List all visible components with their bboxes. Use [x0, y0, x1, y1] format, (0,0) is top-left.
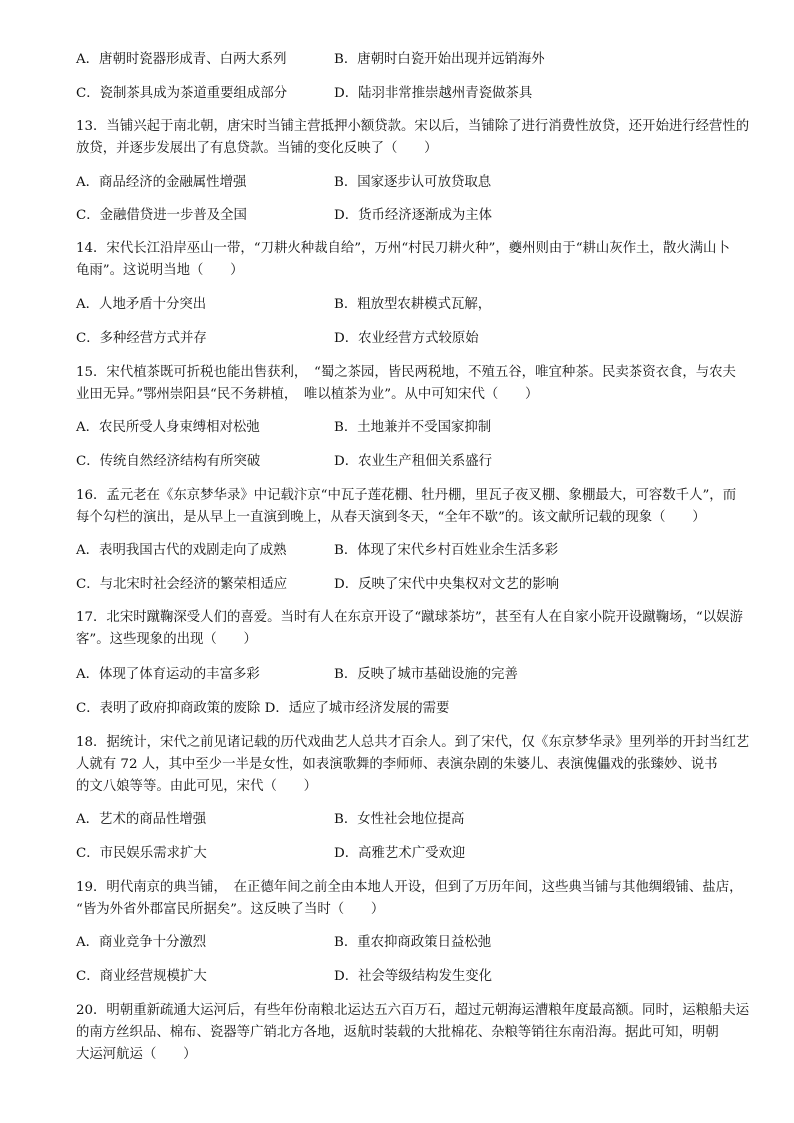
question-13-stem-line1: 13．当铺兴起于南北朝，唐宋时当铺主营抵押小额贷款。宋以后，当铺除了进行消费性放贷，还开始进行经营性的 — [76, 119, 750, 134]
question-13-option-b: B．国家逐步认可放贷取息 — [334, 175, 492, 190]
question-18-option-b: B．女性社会地位提高 — [334, 812, 465, 827]
question-17-option-a: A．体现了体育运动的丰富多彩 — [76, 667, 260, 682]
question-19-stem-line2: “皆为外省外郡富民所据矣”。这反映了当时（ ） — [76, 902, 385, 917]
question-17-option-cd: C．表明了政府抑商政策的废除 D．适应了城市经济发展的需要 — [76, 701, 450, 716]
question-16-option-c: C．与北宋时社会经济的繁荣相适应 — [76, 577, 288, 592]
question-18-stem-line2: 人就有 72 人，其中至少一半是女性，如表演歌舞的李师师、表演杂剧的朱婆儿、表演傀儡戏的张臻妙、说书 — [76, 757, 718, 772]
prev-option-b: B．唐朝时白瓷开始出现并远销海外 — [334, 52, 545, 67]
question-15-stem-line2: 业田无异。”鄂州崇阳县“民不务耕植， 唯以植茶为业”。从中可知宋代（ ） — [76, 387, 539, 402]
question-19-option-d: D．社会等级结构发生变化 — [334, 969, 493, 984]
question-14-stem-line2: 龟雨”。这说明当地（ ） — [76, 263, 244, 278]
question-18-stem-line1: 18．据统计，宋代之前见诸记载的历代戏曲艺人总共才百余人。到了宋代，仅《东京梦华录》里列举的开封当红艺 — [76, 735, 750, 750]
question-13-option-c: C．金融借贷进一步普及全国 — [76, 208, 247, 223]
question-14-stem-line1: 14．宋代长江沿岸巫山一带，“刀耕火种裁自给”，万州“村民刀耕火种”，夔州则由于“耕山灰作土，散火满山卜 — [76, 241, 730, 256]
question-18-option-d: D．高雅艺术广受欢迎 — [334, 846, 466, 861]
question-14-option-a: A．人地矛盾十分突出 — [76, 297, 207, 312]
question-20-stem-line1: 20．明朝重新疏通大运河后，有些年份南粮北运达五六百万石，超过元朝海运漕粮年度最高额。同时，运粮船夫运 — [76, 1003, 750, 1018]
question-15-option-d: D．农业生产租佃关系盛行 — [334, 454, 493, 469]
question-19-option-b: B．重农抑商政策日益松弛 — [334, 935, 492, 950]
question-17-option-b: B．反映了城市基础设施的完善 — [334, 667, 518, 682]
question-16-stem-line2: 每个勾栏的演出，是从早上一直演到晚上，从春天演到冬天，“全年不歇”的。该文献所记载的现象（ ） — [76, 510, 706, 525]
question-15-option-c: C．传统自然经济结构有所突破 — [76, 454, 261, 469]
question-18-stem-line3: 的文八娘等等。由此可见，宋代（ ） — [76, 779, 318, 794]
question-18-option-a: A．艺术的商品性增强 — [76, 812, 207, 827]
question-15-option-a: A．农民所受人身束缚相对松弛 — [76, 420, 260, 435]
question-13-option-a: A．商品经济的金融属性增强 — [76, 175, 247, 190]
question-16-option-b: B．体现了宋代乡村百姓业余生活多彩 — [334, 543, 559, 558]
question-14-option-b: B．粗放型农耕模式瓦解， — [334, 297, 492, 312]
question-14-option-c: C．多种经营方式并存 — [76, 331, 207, 346]
question-16-stem-line1: 16．孟元老在《东京梦华录》中记载汴京“中瓦子莲花棚、牡丹棚，里瓦子夜叉棚、象棚最大，可容数千人”，而 — [76, 488, 737, 503]
question-16-option-a: A．表明我国古代的戏剧走向了成熟 — [76, 543, 287, 558]
question-15-stem-line1: 15．宋代植茶既可折税也能出售获利， “蜀之茶园，皆民两税地，不殖五谷，唯宜种茶。民卖茶资衣食，与农夫 — [76, 365, 736, 380]
question-15-option-b: B．土地兼并不受国家抑制 — [334, 420, 492, 435]
prev-option-d: D．陆羽非常推崇越州青瓷做茶具 — [334, 86, 533, 101]
question-13-option-d: D．货币经济逐渐成为主体 — [334, 208, 493, 223]
question-19-option-a: A．商业竞争十分激烈 — [76, 935, 207, 950]
prev-option-a: A．唐朝时瓷器形成青、白两大系列 — [76, 52, 287, 67]
question-14-option-d: D．农业经营方式较原始 — [334, 331, 479, 346]
question-13-stem-line2: 放贷，并逐步发展出了有息贷款。当铺的变化反映了（ ） — [76, 141, 438, 156]
question-18-option-c: C．市民娱乐需求扩大 — [76, 846, 207, 861]
question-17-stem-line2: 客”。这些现象的出现（ ） — [76, 632, 257, 647]
question-19-stem-line1: 19．明代南京的典当铺， 在正德年间之前全由本地人开设，但到了万历年间，这些典当铺与其他绸缎铺、盐店， — [76, 880, 743, 895]
question-19-option-c: C．商业经营规模扩大 — [76, 969, 207, 984]
question-16-option-d: D．反映了宋代中央集权对文艺的影响 — [334, 577, 559, 592]
question-20-stem-line2: 的南方丝织品、棉布、瓷器等广销北方各地，返航时装载的大批棉花、杂粮等销往东南沿海。据此可知，明朝 — [76, 1025, 719, 1040]
question-17-stem-line1: 17．北宋时蹴鞠深受人们的喜爱。当时有人在东京开设了“蹴球茶坊”，甚至有人在自家小院开设蹴鞠场，“以娱游 — [76, 610, 743, 625]
prev-option-c: C．瓷制茶具成为茶道重要组成部分 — [76, 86, 288, 101]
question-20-stem-line3: 大运河航运（ ） — [76, 1047, 197, 1062]
